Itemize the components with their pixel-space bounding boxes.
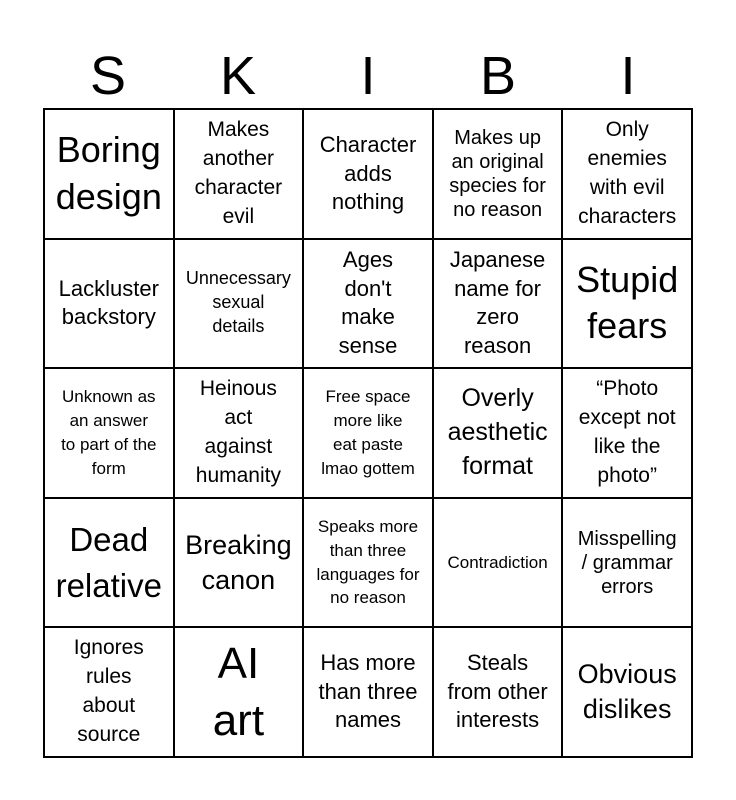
header-letter-i-2: I [620, 46, 636, 106]
bingo-cell-r5c3[interactable] [304, 628, 434, 758]
cell-label: Free space more like eat paste lmao gottem [321, 387, 415, 478]
bingo-cell-r5c5[interactable] [563, 628, 693, 758]
bingo-cell-r1c1[interactable] [45, 110, 175, 240]
bingo-cell-r1c4[interactable] [434, 110, 564, 240]
header-letter-b: B [479, 46, 517, 106]
cell-label: Breaking canon [185, 529, 292, 595]
bingo-cell-r5c4[interactable] [434, 628, 564, 758]
header-letter-k: K [219, 46, 257, 106]
bingo-cell-r3c4[interactable] [434, 369, 564, 499]
bingo-cell-r5c2[interactable] [175, 628, 305, 758]
bingo-cell-r3c2[interactable] [175, 369, 305, 499]
bingo-header [43, 44, 693, 108]
cell-label: Heinous act against humanity [195, 377, 281, 487]
cell-label: Speaks more than three languages for no reason [316, 517, 420, 608]
cell-label: Makes another character evil [194, 117, 283, 228]
cell-label: Contradiction [447, 552, 548, 572]
cell-label: Obvious dislikes [577, 659, 677, 725]
header-letter-s: S [89, 46, 127, 106]
cell-label: Misspelling / grammar errors [577, 527, 677, 598]
cell-label: Boring design [55, 129, 162, 217]
bingo-cell-r2c2[interactable] [175, 240, 305, 370]
cell-label: Unnecessary sexual details [185, 268, 291, 337]
bingo-cell-r1c5[interactable] [563, 110, 693, 240]
bingo-cell-r4c3[interactable] [304, 499, 434, 629]
bingo-cell-r1c3[interactable] [304, 110, 434, 240]
bingo-cell-r4c2[interactable] [175, 499, 305, 629]
bingo-cell-r3c1[interactable] [45, 369, 175, 499]
cell-label: Ages don't make sense [338, 247, 398, 358]
cell-label: Overly aesthetic format [447, 384, 548, 480]
bingo-cell-r1c2[interactable] [175, 110, 305, 240]
cell-label: Character adds nothing [319, 131, 417, 215]
bingo-cell-r2c3[interactable] [304, 240, 434, 370]
cell-label: AI art [212, 639, 265, 746]
cell-label: Has more than three names [318, 650, 418, 733]
bingo-cell-r4c1[interactable] [45, 499, 175, 629]
bingo-cell-r2c1[interactable] [45, 240, 175, 370]
bingo-cell-r3c3[interactable] [304, 369, 434, 499]
bingo-cell-r4c4[interactable] [434, 499, 564, 629]
header-letter-i: I [360, 46, 376, 106]
cell-label: Ignores rules about source [73, 636, 144, 747]
cell-label: Japanese name for zero reason [449, 247, 546, 358]
bingo-cell-r5c1[interactable] [45, 628, 175, 758]
cell-label: Steals from other interests [447, 650, 548, 733]
cell-label: “Photo except not like the photo” [578, 377, 676, 487]
cell-label: Only enemies with evil characters [578, 117, 677, 228]
cell-label: Lackluster backstory [58, 275, 159, 330]
bingo-board [43, 108, 693, 758]
cell-label: Unknown as an answer to part of the form [61, 387, 157, 478]
bingo-cell-r2c4[interactable] [434, 240, 564, 370]
cell-label: Stupid fears [576, 258, 679, 347]
cell-label: Makes up an original species for no reason [449, 126, 546, 221]
cell-label: Dead relative [55, 521, 162, 604]
bingo-cell-r4c5[interactable] [563, 499, 693, 629]
bingo-cell-r2c5[interactable] [563, 240, 693, 370]
bingo-cell-r3c5[interactable] [563, 369, 693, 499]
